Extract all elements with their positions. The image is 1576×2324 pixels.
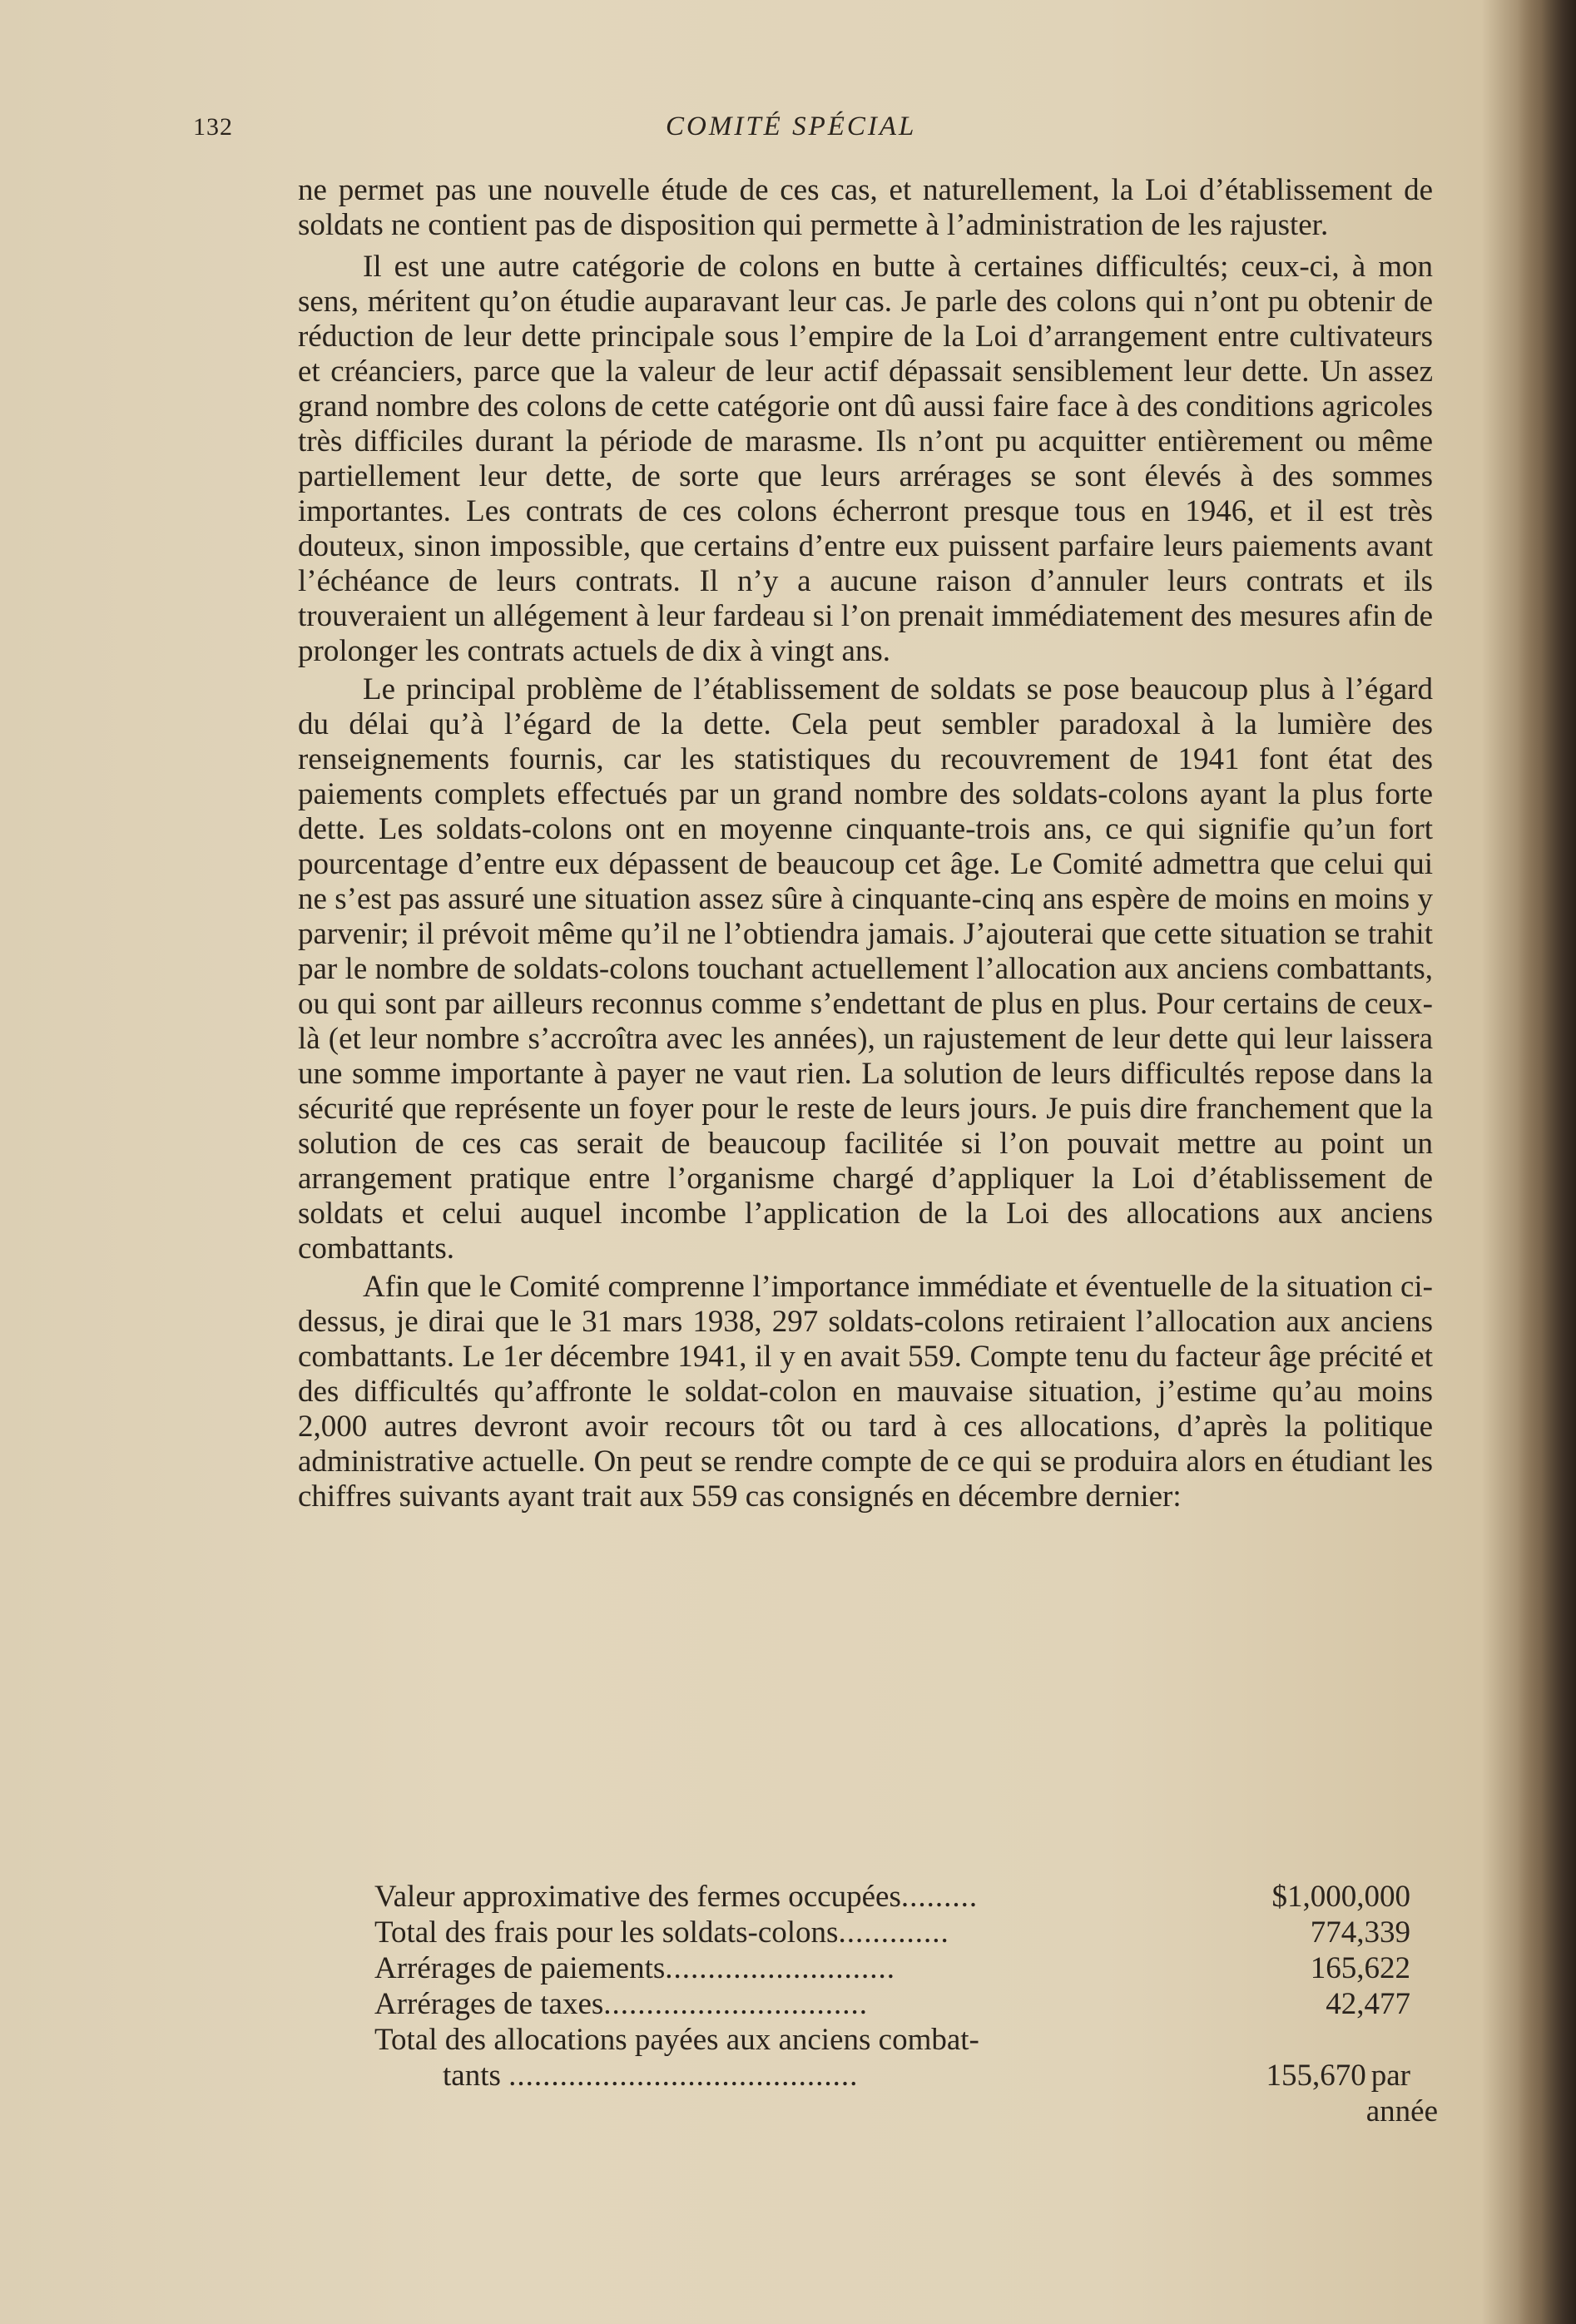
table-row [374, 2058, 1440, 2094]
row-label: Arrérages de taxes [374, 1987, 604, 2021]
row-label-continued: tants [443, 2059, 501, 2093]
body-text [298, 173, 1433, 1523]
table-row [374, 1986, 1440, 2022]
table-row [374, 1879, 1440, 1915]
leader-dots: ............................... [603, 1987, 869, 2021]
row-label: Total des frais pour les soldats-colons [374, 1915, 839, 1950]
page-number: 132 [193, 113, 233, 141]
table-row [374, 2022, 1440, 2058]
row-label: Total des allocations payées aux anciens combat- [374, 2023, 979, 2057]
row-value: $1,000,000 [1271, 1880, 1410, 1914]
row-value: 155,670 [1266, 2059, 1366, 2093]
row-value: 165,622 [1310, 1951, 1410, 1985]
value-unit-continued: année [1365, 2094, 1438, 2128]
row-value: 774,339 [1310, 1915, 1410, 1950]
running-title: COMITÉ SPÉCIAL [666, 111, 917, 141]
leader-dots: ............. [838, 1915, 949, 1950]
row-label: Arrérages de paiements [374, 1951, 666, 1985]
paragraph-1: ne permet pas une nouvelle étude de ces cas, et naturellement, la Loi d’établissement de soldats ne contient pas de disposition qui permette à l’administration de les rajuster. [298, 173, 1433, 242]
value-unit: par [1370, 2059, 1410, 2093]
paragraph-4: Afin que le Comité comprenne l’importance immédiate et éventuelle de la situation ci-dessus, je dirai que le 31 mars 1938, 297 soldats-colons retiraient l’allocation aux anciens combattants. Le 1er décembre 1941, il y en avait 559. Compte tenu du facteur âge précité et des difficultés qu’affronte le soldat-colon en mauvaise situation, j’estime qu’au moins 2,000 autres devront avoir recours tôt ou tard à ces allocations, d’après la politique administrative actuelle. On peut se rendre compte de ce qui se produira alors en étudiant les chiffres suivants ayant trait aux 559 cas consignés en décembre dernier: [298, 1270, 1433, 1514]
row-label: Valeur approximative des fermes occupées [374, 1880, 901, 1914]
table-row [374, 1915, 1440, 1950]
table-row [374, 1950, 1440, 1986]
book-spine-shadow [1518, 0, 1576, 2324]
row-value: 42,477 [1326, 1987, 1410, 2021]
leader-dots: ......... [900, 1880, 979, 1914]
paragraph-2: Il est une autre catégorie de colons en butte à certaines difficultés; ceux-ci, à mon sens, méritent qu’on étudie auparavant leur cas. Je parle des colons qui n’ont pu obtenir de réduction de leur dette principale sous l’empire de la Loi d’arrangement entre cultivateurs et créanciers, parce que la valeur de leur actif dépassait sensiblement leur dette. Un assez grand nombre des colons de cette catégorie ont dû aussi faire face à des conditions agricoles très difficiles durant la période de marasme. Ils n’ont pu acquitter entièrement ou même partiellement leur dette, de sorte que leurs arrérages se sont élevés à des sommes importantes. Les contrats de ces colons écherront presque tous en 1946, et il est très douteux, sinon impossible, que certains d’entre eux puissent parfaire leurs paiements avant l’échéance de leurs contrats. Il n’y a aucune raison d’annuler leurs contrats et ils trouveraient un allégement à leur fardeau si l’on prenait immédiatement des mesures afin de prolonger les contrats actuels de dix à vingt ans. [298, 250, 1433, 668]
figures-table [374, 1879, 1440, 2129]
leader-dots: ......................................... [508, 2059, 859, 2093]
paragraph-3: Le principal problème de l’établissement de soldats se pose beaucoup plus à l’égard du délai qu’à l’égard de la dette. Cela peut sembler paradoxal à la lumière des renseignements fournis, car les statistiques du recouvrement de 1941 font état des paiements complets effectués par un grand nombre des soldats-colons ayant la plus forte dette. Les soldats-colons ont en moyenne cinquante-trois ans, ce qui signifie qu’un fort pourcentage d’entre eux dépassent de beaucoup cet âge. Le Comité admettra que celui qui ne s’est pas assuré une situation assez sûre à cinquante-cinq ans espère de moins en moins y parvenir; il prévoit même qu’il ne l’obtiendra jamais. J’ajouterai que cette situation se trahit par le nombre de soldats-colons touchant actuellement l’allocation aux anciens combattants, ou qui sont par ailleurs reconnus comme s’endettant de plus en plus. Pour certains de ceux-là (et leur nombre s’accroîtra avec les années), un rajustement de leur dette qui leur laissera une somme importante à payer ne vaut rien. La solution de leurs difficultés repose dans la sécurité que représente un foyer pour le reste de leurs jours. Je puis dire franchement que la solution de ces cas serait de beaucoup facilitée si l’on pouvait mettre au point un arrangement pratique entre l’organisme chargé d’appliquer la Loi d’établissement de soldats et celui auquel incombe l’application de la Loi des allocations aux anciens combattants. [298, 672, 1433, 1266]
leader-dots: ........................... [665, 1951, 896, 1985]
